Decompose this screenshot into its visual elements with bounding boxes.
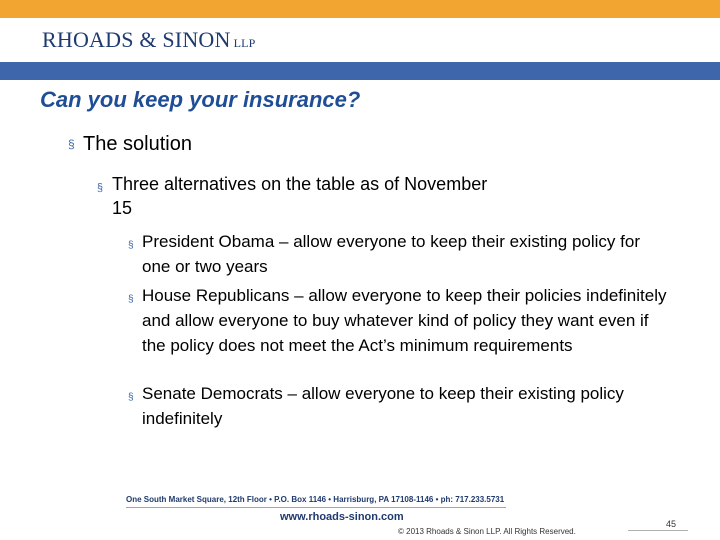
logo-suffix: LLP <box>233 36 256 50</box>
bullet-level3-obama <box>128 229 668 279</box>
bullet-text: Senate Democrats – allow everyone to keep their existing policy indefinitely <box>142 384 624 428</box>
bullet-text: House Republicans – allow everyone to keep their policies indefinitely and allow everyone to buy whatever kind of policy they want even if the policy does not meet the Act’s minimum requirements <box>142 286 667 355</box>
footer-rule <box>628 530 688 531</box>
bullet-level3-senate <box>128 381 668 431</box>
footer-divider <box>126 507 506 508</box>
bullet-marker: § <box>128 239 134 251</box>
bullet-level3-house <box>128 283 668 358</box>
top-accent-bar <box>0 0 720 18</box>
bullet-text: The solution <box>83 133 192 155</box>
bullet-text: Three alternatives on the table as of November 15 <box>112 174 488 218</box>
header-blue-bar <box>0 62 720 80</box>
bullet-marker: § <box>68 137 75 152</box>
bullet-level2 <box>97 172 497 220</box>
slide-title: Can you keep your insurance? <box>40 87 361 112</box>
logo-name: RHOADS & SINON <box>42 27 231 52</box>
bullet-marker: § <box>97 181 104 194</box>
footer-website-link[interactable]: www.rhoads-sinon.com <box>280 511 404 523</box>
footer-address: One South Market Square, 12th Floor • P.O. Box 1146 • Harrisburg, PA 17108-1146 • ph: 717.233.5731 <box>126 495 505 504</box>
bullet-marker: § <box>128 293 134 305</box>
bullet-marker: § <box>128 391 134 403</box>
company-logo <box>42 27 256 53</box>
page-number: 45 <box>666 519 677 529</box>
bullet-text: President Obama – allow everyone to keep their existing policy for one or two years <box>142 232 640 276</box>
bullet-level1 <box>68 133 192 156</box>
footer-copyright: © 2013 Rhoads & Sinon LLP. All Rights Reserved. <box>398 527 576 536</box>
